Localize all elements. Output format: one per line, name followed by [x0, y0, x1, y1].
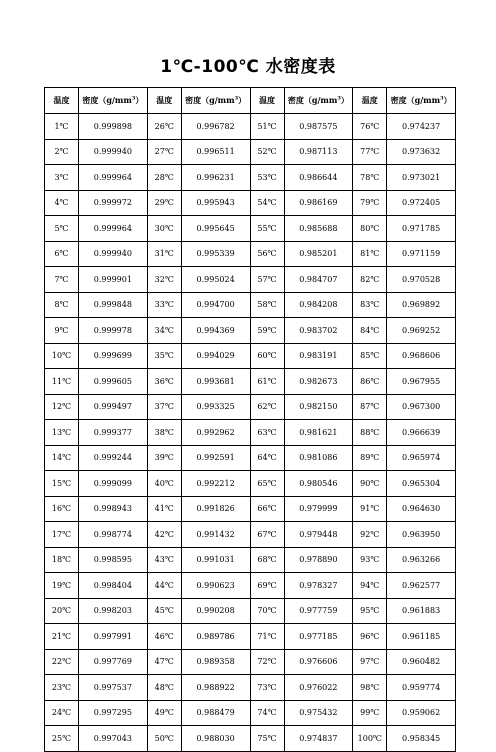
table-row: [45, 394, 456, 420]
temperature-cell: 100℃: [353, 726, 387, 752]
header-density: 密度$(g/mm^3)$: [284, 88, 353, 114]
density-cell: 0.999940: [79, 241, 148, 267]
temperature-cell: 95℃: [353, 598, 387, 624]
temperature-cell: 31℃: [147, 241, 181, 267]
density-cell: 0.972405: [387, 190, 456, 216]
table-row: [45, 216, 456, 242]
temperature-cell: 54℃: [250, 190, 284, 216]
table-row: [45, 343, 456, 369]
density-cell: 0.990623: [181, 573, 250, 599]
density-cell: 0.985201: [284, 241, 353, 267]
temperature-cell: 10℃: [45, 343, 79, 369]
temperature-cell: 50℃: [147, 726, 181, 752]
density-cell: 0.995024: [181, 267, 250, 293]
header-temp: 温度: [353, 88, 387, 114]
temperature-cell: 84℃: [353, 318, 387, 344]
density-cell: 0.999964: [79, 216, 148, 242]
header-row: [45, 88, 456, 114]
temperature-cell: 11℃: [45, 369, 79, 395]
density-cell: 0.979448: [284, 522, 353, 548]
density-cell: 0.999377: [79, 420, 148, 446]
density-cell: 0.998943: [79, 496, 148, 522]
temperature-cell: 68℃: [250, 547, 284, 573]
table-row: [45, 445, 456, 471]
header-density: 密度$(g/mm^3)$: [79, 88, 148, 114]
density-cell: 0.982673: [284, 369, 353, 395]
temperature-cell: 30℃: [147, 216, 181, 242]
density-cell: 0.959062: [387, 700, 456, 726]
temperature-cell: 35℃: [147, 343, 181, 369]
density-cell: 0.991826: [181, 496, 250, 522]
density-cell: 0.993681: [181, 369, 250, 395]
table-row: [45, 700, 456, 726]
table-row: [45, 267, 456, 293]
temperature-cell: 16℃: [45, 496, 79, 522]
temperature-cell: 40℃: [147, 471, 181, 497]
temperature-cell: 73℃: [250, 675, 284, 701]
header-temp: 温度: [147, 88, 181, 114]
header-temp: 温度: [250, 88, 284, 114]
temperature-cell: 81℃: [353, 241, 387, 267]
temperature-cell: 44℃: [147, 573, 181, 599]
temperature-cell: 62℃: [250, 394, 284, 420]
temperature-cell: 61℃: [250, 369, 284, 395]
density-cell: 0.963266: [387, 547, 456, 573]
page-title: 1℃-100℃ 水密度表: [160, 57, 336, 77]
density-cell: 0.978327: [284, 573, 353, 599]
density-cell: 0.999972: [79, 190, 148, 216]
density-cell: 0.970528: [387, 267, 456, 293]
temperature-cell: 99℃: [353, 700, 387, 726]
header-temp: 温度: [45, 88, 79, 114]
density-cell: 0.999848: [79, 292, 148, 318]
temperature-cell: 8℃: [45, 292, 79, 318]
density-cell: 0.981086: [284, 445, 353, 471]
table-row: [45, 139, 456, 165]
density-cell: 0.961883: [387, 598, 456, 624]
density-cell: 0.988922: [181, 675, 250, 701]
temperature-cell: 17℃: [45, 522, 79, 548]
temperature-cell: 21℃: [45, 624, 79, 650]
table-row: [45, 649, 456, 675]
density-cell: 0.967955: [387, 369, 456, 395]
temperature-cell: 60℃: [250, 343, 284, 369]
density-cell: 0.988479: [181, 700, 250, 726]
density-cell: 0.977185: [284, 624, 353, 650]
table-row: [45, 114, 456, 140]
temperature-cell: 38℃: [147, 420, 181, 446]
density-cell: 0.997991: [79, 624, 148, 650]
temperature-cell: 41℃: [147, 496, 181, 522]
table-row: [45, 598, 456, 624]
temperature-cell: 93℃: [353, 547, 387, 573]
density-cell: 0.971159: [387, 241, 456, 267]
density-cell: 0.999099: [79, 471, 148, 497]
temperature-cell: 77℃: [353, 139, 387, 165]
temperature-cell: 69℃: [250, 573, 284, 599]
temperature-cell: 47℃: [147, 649, 181, 675]
density-cell: 0.983191: [284, 343, 353, 369]
density-cell: 0.986644: [284, 165, 353, 191]
temperature-cell: 91℃: [353, 496, 387, 522]
temperature-cell: 18℃: [45, 547, 79, 573]
density-cell: 0.985688: [284, 216, 353, 242]
temperature-cell: 80℃: [353, 216, 387, 242]
temperature-cell: 24℃: [45, 700, 79, 726]
density-cell: 0.969252: [387, 318, 456, 344]
density-cell: 0.984208: [284, 292, 353, 318]
temperature-cell: 87℃: [353, 394, 387, 420]
density-cell: 0.974237: [387, 114, 456, 140]
density-cell: 0.959774: [387, 675, 456, 701]
density-cell: 0.976606: [284, 649, 353, 675]
density-cell: 0.989358: [181, 649, 250, 675]
temperature-cell: 28℃: [147, 165, 181, 191]
temperature-cell: 20℃: [45, 598, 79, 624]
temperature-cell: 14℃: [45, 445, 79, 471]
density-cell: 0.997769: [79, 649, 148, 675]
temperature-cell: 2℃: [45, 139, 79, 165]
header-density: 密度$(g/mm^3)$: [181, 88, 250, 114]
density-cell: 0.962577: [387, 573, 456, 599]
temperature-cell: 4℃: [45, 190, 79, 216]
table-row: [45, 165, 456, 191]
table-row: [45, 471, 456, 497]
temperature-cell: 26℃: [147, 114, 181, 140]
density-cell: 0.998404: [79, 573, 148, 599]
density-cell: 0.992591: [181, 445, 250, 471]
temperature-cell: 45℃: [147, 598, 181, 624]
temperature-cell: 36℃: [147, 369, 181, 395]
table-row: [45, 547, 456, 573]
density-cell: 0.977759: [284, 598, 353, 624]
temperature-cell: 29℃: [147, 190, 181, 216]
temperature-cell: 19℃: [45, 573, 79, 599]
table-row: [45, 190, 456, 216]
temperature-cell: 5℃: [45, 216, 79, 242]
temperature-cell: 57℃: [250, 267, 284, 293]
density-cell: 0.998595: [79, 547, 148, 573]
density-cell: 0.999978: [79, 318, 148, 344]
density-cell: 0.973021: [387, 165, 456, 191]
density-cell: 0.973632: [387, 139, 456, 165]
table-row: [45, 318, 456, 344]
table-row: [45, 675, 456, 701]
temperature-cell: 66℃: [250, 496, 284, 522]
temperature-cell: 76℃: [353, 114, 387, 140]
temperature-cell: 88℃: [353, 420, 387, 446]
temperature-cell: 56℃: [250, 241, 284, 267]
temperature-cell: 49℃: [147, 700, 181, 726]
density-cell: 0.995943: [181, 190, 250, 216]
density-cell: 0.995339: [181, 241, 250, 267]
temperature-cell: 3℃: [45, 165, 79, 191]
density-cell: 0.958345: [387, 726, 456, 752]
temperature-cell: 83℃: [353, 292, 387, 318]
density-cell: 0.996511: [181, 139, 250, 165]
temperature-cell: 34℃: [147, 318, 181, 344]
density-cell: 0.999964: [79, 165, 148, 191]
density-cell: 0.979999: [284, 496, 353, 522]
header-density: 密度$(g/mm^3)$: [387, 88, 456, 114]
density-cell: 0.999605: [79, 369, 148, 395]
density-cell: 0.989786: [181, 624, 250, 650]
density-cell: 0.965304: [387, 471, 456, 497]
density-cell: 0.999497: [79, 394, 148, 420]
density-cell: 0.999699: [79, 343, 148, 369]
temperature-cell: 9℃: [45, 318, 79, 344]
temperature-cell: 55℃: [250, 216, 284, 242]
density-cell: 0.983702: [284, 318, 353, 344]
density-cell: 0.999940: [79, 139, 148, 165]
density-cell: 0.996782: [181, 114, 250, 140]
table-row: [45, 522, 456, 548]
temperature-cell: 59℃: [250, 318, 284, 344]
density-cell: 0.997295: [79, 700, 148, 726]
density-cell: 0.982150: [284, 394, 353, 420]
density-cell: 0.991031: [181, 547, 250, 573]
temperature-cell: 25℃: [45, 726, 79, 752]
temperature-cell: 27℃: [147, 139, 181, 165]
density-cell: 0.980546: [284, 471, 353, 497]
table-row: [45, 573, 456, 599]
temperature-cell: 82℃: [353, 267, 387, 293]
temperature-cell: 89℃: [353, 445, 387, 471]
temperature-cell: 72℃: [250, 649, 284, 675]
temperature-cell: 12℃: [45, 394, 79, 420]
density-cell: 0.976022: [284, 675, 353, 701]
density-cell: 0.965974: [387, 445, 456, 471]
density-cell: 0.991432: [181, 522, 250, 548]
density-cell: 0.960482: [387, 649, 456, 675]
density-cell: 0.998774: [79, 522, 148, 548]
density-cell: 0.992962: [181, 420, 250, 446]
density-cell: 0.981621: [284, 420, 353, 446]
density-cell: 0.997043: [79, 726, 148, 752]
temperature-cell: 6℃: [45, 241, 79, 267]
temperature-cell: 15℃: [45, 471, 79, 497]
table-row: [45, 292, 456, 318]
temperature-cell: 65℃: [250, 471, 284, 497]
density-cell: 0.997537: [79, 675, 148, 701]
density-cell: 0.992212: [181, 471, 250, 497]
density-cell: 0.964630: [387, 496, 456, 522]
temperature-cell: 13℃: [45, 420, 79, 446]
temperature-cell: 79℃: [353, 190, 387, 216]
temperature-cell: 75℃: [250, 726, 284, 752]
table-row: [45, 496, 456, 522]
density-cell: 0.999244: [79, 445, 148, 471]
temperature-cell: 1℃: [45, 114, 79, 140]
density-cell: 0.978890: [284, 547, 353, 573]
temperature-cell: 33℃: [147, 292, 181, 318]
density-cell: 0.987575: [284, 114, 353, 140]
temperature-cell: 63℃: [250, 420, 284, 446]
temperature-cell: 98℃: [353, 675, 387, 701]
density-cell: 0.996231: [181, 165, 250, 191]
temperature-cell: 71℃: [250, 624, 284, 650]
table-row: [45, 624, 456, 650]
temperature-cell: 48℃: [147, 675, 181, 701]
density-cell: 0.994369: [181, 318, 250, 344]
temperature-cell: 64℃: [250, 445, 284, 471]
density-cell: 0.986169: [284, 190, 353, 216]
temperature-cell: 23℃: [45, 675, 79, 701]
density-cell: 0.971785: [387, 216, 456, 242]
density-cell: 0.994029: [181, 343, 250, 369]
table-row: [45, 241, 456, 267]
density-cell: 0.987113: [284, 139, 353, 165]
table-row: [45, 726, 456, 752]
temperature-cell: 92℃: [353, 522, 387, 548]
density-cell: 0.994700: [181, 292, 250, 318]
density-cell: 0.974837: [284, 726, 353, 752]
density-cell: 0.967300: [387, 394, 456, 420]
density-cell: 0.995645: [181, 216, 250, 242]
temperature-cell: 90℃: [353, 471, 387, 497]
temperature-cell: 74℃: [250, 700, 284, 726]
temperature-cell: 67℃: [250, 522, 284, 548]
temperature-cell: 42℃: [147, 522, 181, 548]
temperature-cell: 97℃: [353, 649, 387, 675]
temperature-cell: 22℃: [45, 649, 79, 675]
density-cell: 0.999901: [79, 267, 148, 293]
density-cell: 0.975432: [284, 700, 353, 726]
temperature-cell: 51℃: [250, 114, 284, 140]
temperature-cell: 7℃: [45, 267, 79, 293]
table-body: [45, 114, 456, 752]
temperature-cell: 86℃: [353, 369, 387, 395]
density-cell: 0.961185: [387, 624, 456, 650]
density-cell: 0.998203: [79, 598, 148, 624]
density-cell: 0.969892: [387, 292, 456, 318]
density-cell: 0.968606: [387, 343, 456, 369]
density-cell: 0.993325: [181, 394, 250, 420]
temperature-cell: 96℃: [353, 624, 387, 650]
temperature-cell: 46℃: [147, 624, 181, 650]
density-cell: 0.988030: [181, 726, 250, 752]
temperature-cell: 94℃: [353, 573, 387, 599]
temperature-cell: 37℃: [147, 394, 181, 420]
density-cell: 0.963950: [387, 522, 456, 548]
temperature-cell: 53℃: [250, 165, 284, 191]
temperature-cell: 43℃: [147, 547, 181, 573]
density-cell: 0.999898: [79, 114, 148, 140]
temperature-cell: 78℃: [353, 165, 387, 191]
temperature-cell: 85℃: [353, 343, 387, 369]
temperature-cell: 58℃: [250, 292, 284, 318]
table-row: [45, 420, 456, 446]
table-row: [45, 369, 456, 395]
water-density-table: [44, 87, 456, 752]
temperature-cell: 39℃: [147, 445, 181, 471]
temperature-cell: 52℃: [250, 139, 284, 165]
temperature-cell: 70℃: [250, 598, 284, 624]
density-cell: 0.990208: [181, 598, 250, 624]
density-cell: 0.966639: [387, 420, 456, 446]
temperature-cell: 32℃: [147, 267, 181, 293]
density-cell: 0.984707: [284, 267, 353, 293]
